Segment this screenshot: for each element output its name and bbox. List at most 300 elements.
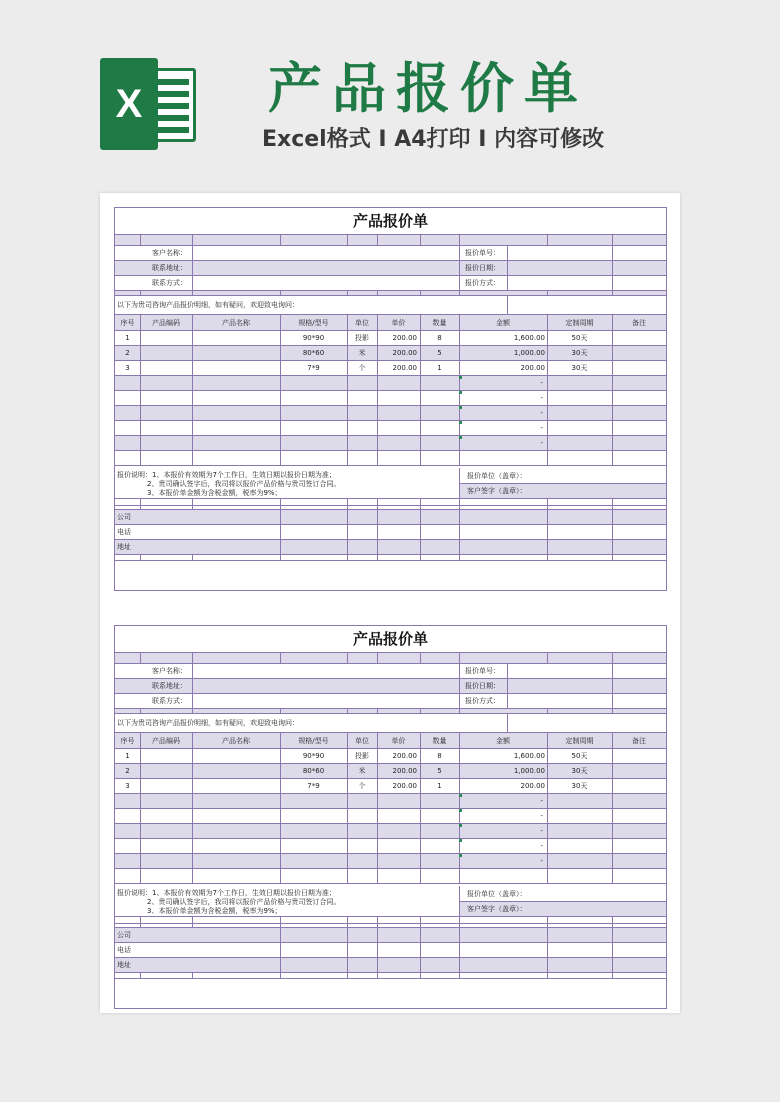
item-no: 3 — [125, 782, 130, 790]
table-row-empty — [115, 824, 666, 839]
grid-line — [459, 709, 460, 713]
table-row — [115, 764, 666, 779]
column-header: 单位 — [355, 318, 369, 327]
customer-name-row — [115, 664, 666, 679]
grid-line — [420, 794, 421, 808]
item-no: 2 — [125, 767, 130, 775]
grid-line — [377, 924, 378, 927]
grid-line — [280, 709, 281, 713]
column-header: 数量 — [432, 318, 447, 327]
grid-line — [507, 664, 508, 678]
grid-line — [459, 958, 460, 972]
grid-line — [612, 376, 613, 390]
grid-line — [459, 499, 460, 505]
grid-line — [347, 376, 348, 390]
grid-line — [347, 917, 348, 923]
grid-line — [507, 679, 508, 693]
grid-line — [347, 506, 348, 509]
item-price: 200.00 — [392, 349, 417, 357]
item-no: 1 — [125, 334, 130, 342]
grid-line — [377, 794, 378, 808]
grid-line — [347, 924, 348, 927]
grid-line — [612, 924, 613, 927]
grid-line — [420, 653, 421, 663]
item-price: 200.00 — [392, 782, 417, 790]
grid-line — [377, 510, 378, 524]
grid-line — [459, 451, 460, 465]
quote-title: 产品报价单 — [115, 208, 666, 235]
item-price: 200.00 — [392, 767, 417, 775]
table-row-empty — [115, 809, 666, 824]
grid-line — [547, 406, 548, 420]
item-period: 50天 — [571, 334, 588, 342]
info-label: 报价日期： — [465, 682, 500, 690]
note-line: 3、本报价单金额为含税金额，税率为9%； — [147, 906, 282, 915]
grid-line — [377, 451, 378, 465]
grid-line — [347, 958, 348, 972]
grid-line — [140, 809, 141, 823]
item-qty: 8 — [437, 752, 442, 760]
grid-line — [140, 917, 141, 923]
grid-line — [280, 854, 281, 868]
grid-line — [612, 709, 613, 713]
grid-line — [192, 451, 193, 465]
grid-line — [347, 555, 348, 560]
grid-line — [612, 973, 613, 978]
grid-line — [140, 749, 141, 763]
grid-line — [192, 421, 193, 435]
grid-line — [192, 779, 193, 793]
info-label: 客户名称： — [152, 249, 187, 257]
customer-name-row — [115, 246, 666, 261]
grid-line — [420, 235, 421, 245]
grid-line — [280, 291, 281, 295]
grid-line — [347, 499, 348, 505]
grid-line — [140, 421, 141, 435]
grid-line — [192, 749, 193, 763]
grid-line — [420, 506, 421, 509]
info-label: 报价方式： — [465, 279, 500, 287]
grid-line — [612, 824, 613, 838]
table-row-empty — [115, 376, 666, 391]
grid-line — [192, 291, 193, 295]
table-row-empty — [115, 451, 666, 466]
grid-line — [140, 924, 141, 927]
grid-line — [377, 869, 378, 883]
grid-line — [547, 839, 548, 853]
item-qty: 5 — [437, 767, 442, 775]
grid-line — [140, 451, 141, 465]
item-period: 30天 — [571, 349, 588, 357]
table-row — [115, 749, 666, 764]
grid-line — [192, 973, 193, 978]
grid-line — [459, 679, 460, 693]
item-no: 1 — [125, 752, 130, 760]
grid-line — [547, 499, 548, 505]
grid-line — [347, 235, 348, 245]
table-row-empty — [115, 436, 666, 451]
grid-line — [377, 406, 378, 420]
customer-sign-label: 客户签字（盖章）： — [460, 902, 666, 916]
grid-line — [459, 291, 460, 295]
grid-line — [140, 555, 141, 560]
grid-line — [612, 451, 613, 465]
grid-line — [347, 839, 348, 853]
note-line: 3、本报价单金额为含税金额，税率为9%； — [147, 488, 282, 497]
grid-line — [377, 499, 378, 505]
company-row — [115, 510, 666, 525]
grid-line — [377, 291, 378, 295]
address-row — [115, 540, 666, 555]
grid-line — [612, 854, 613, 868]
grid-line — [192, 824, 193, 838]
grid-line — [140, 346, 141, 360]
grid-line — [420, 809, 421, 823]
grid-line — [507, 296, 508, 314]
item-period: 30天 — [571, 767, 588, 775]
column-header: 单位 — [355, 736, 369, 745]
grid-line — [192, 361, 193, 375]
grid-line — [459, 664, 460, 678]
table-row — [115, 361, 666, 376]
info-label: 报价单号： — [465, 667, 500, 675]
item-period: 30天 — [571, 364, 588, 372]
grid-line — [140, 869, 141, 883]
table-row-empty — [115, 406, 666, 421]
info-label: 联系地址： — [152, 682, 187, 690]
grid-line — [192, 436, 193, 450]
item-spec: 7*9 — [307, 782, 320, 790]
spacer-row — [115, 499, 666, 506]
grid-line — [459, 973, 460, 978]
grid-line — [140, 391, 141, 405]
grid-line — [420, 421, 421, 435]
customer-sign-label: 客户签字（盖章）： — [460, 484, 666, 498]
contact-address-row — [115, 261, 666, 276]
grid-line — [612, 869, 613, 883]
grid-line — [140, 764, 141, 778]
grid-line — [547, 376, 548, 390]
footer-label: 地址 — [117, 961, 131, 969]
grid-line — [377, 854, 378, 868]
grid-line — [377, 973, 378, 978]
empty-amount: - — [540, 409, 543, 417]
column-header: 备注 — [632, 318, 646, 327]
info-label: 报价单号： — [465, 249, 500, 257]
grid-line — [192, 764, 193, 778]
grid-line — [140, 839, 141, 853]
grid-line — [547, 510, 548, 524]
grid-line — [347, 809, 348, 823]
grid-line — [377, 824, 378, 838]
grid-line — [612, 679, 613, 693]
grid-line — [507, 714, 508, 732]
item-amount: 200.00 — [520, 782, 545, 790]
item-spec: 80*60 — [302, 349, 325, 357]
grid-line — [192, 917, 193, 923]
item-qty: 8 — [437, 334, 442, 342]
grid-line — [547, 869, 548, 883]
spacer-row — [115, 917, 666, 924]
column-header: 单价 — [391, 736, 406, 745]
grid-line — [612, 540, 613, 554]
contact-method-row — [115, 694, 666, 709]
grid-line — [280, 973, 281, 978]
empty-amount: - — [540, 394, 543, 402]
column-header: 金额 — [496, 318, 510, 327]
grid-line — [377, 525, 378, 539]
grid-line — [420, 854, 421, 868]
grid-line — [420, 525, 421, 539]
note-line: 2、贵司确认签字后，我司将以报价产品价格与贵司签订合同。 — [147, 479, 341, 488]
grid-line — [420, 406, 421, 420]
grid-line — [612, 406, 613, 420]
grid-line — [192, 499, 193, 505]
grid-line — [420, 436, 421, 450]
grid-line — [347, 391, 348, 405]
grid-line — [547, 824, 548, 838]
item-period: 50天 — [571, 752, 588, 760]
table-row-empty — [115, 794, 666, 809]
grid-line — [280, 376, 281, 390]
banner-title: 产品报价单 — [268, 57, 588, 120]
grid-line — [547, 235, 548, 245]
grid-line — [377, 555, 378, 560]
grid-line — [459, 653, 460, 663]
quote-title: 产品报价单 — [115, 626, 666, 653]
grid-line — [420, 943, 421, 957]
info-label: 联系方式： — [152, 697, 187, 705]
item-qty: 5 — [437, 349, 442, 357]
grid-line — [420, 391, 421, 405]
grid-line — [347, 653, 348, 663]
grid-line — [377, 653, 378, 663]
grid-line — [280, 794, 281, 808]
grid-line — [347, 943, 348, 957]
grid-line — [377, 809, 378, 823]
grid-line — [612, 291, 613, 295]
item-amount: 1,600.00 — [513, 334, 545, 342]
item-spec: 90*90 — [302, 334, 325, 342]
grid-line — [347, 824, 348, 838]
item-unit: 米 — [358, 349, 366, 357]
grid-line — [280, 824, 281, 838]
grid-line — [612, 499, 613, 505]
info-label: 联系方式： — [152, 279, 187, 287]
item-unit: 米 — [358, 767, 366, 775]
grid-line — [459, 540, 460, 554]
grid-line — [347, 406, 348, 420]
quote-sheet — [114, 625, 667, 1009]
column-header: 产品编码 — [152, 318, 180, 327]
table-row-empty — [115, 854, 666, 869]
grid-line — [280, 406, 281, 420]
grid-line — [612, 749, 613, 763]
grid-line — [507, 276, 508, 290]
grid-line — [612, 555, 613, 560]
grid-line — [547, 540, 548, 554]
item-period: 30天 — [571, 782, 588, 790]
grid-line — [280, 555, 281, 560]
grid-line — [192, 694, 193, 708]
grid-line — [140, 824, 141, 838]
info-label: 联系地址： — [152, 264, 187, 272]
grid-line — [192, 869, 193, 883]
grid-line — [280, 839, 281, 853]
company-row — [115, 928, 666, 943]
grid-line — [140, 794, 141, 808]
footer-label: 电话 — [117, 946, 131, 954]
empty-amount: - — [540, 379, 543, 387]
grid-line — [459, 943, 460, 957]
note-line: 报价说明：1、本报价有效期为7个工作日，生效日期以报价日期为准； — [117, 888, 336, 897]
column-header: 产品名称 — [222, 318, 250, 327]
grid-line — [507, 246, 508, 260]
grid-line — [377, 436, 378, 450]
table-row-empty — [115, 421, 666, 436]
grid-line — [547, 555, 548, 560]
spacer-row — [115, 653, 666, 664]
grid-line — [547, 506, 548, 509]
footer-label: 地址 — [117, 543, 131, 551]
grid-line — [459, 694, 460, 708]
column-header: 定制周期 — [565, 736, 594, 745]
quote-unit-label: 报价单位（盖章）： — [467, 471, 527, 480]
grid-line — [192, 506, 193, 509]
grid-line — [420, 451, 421, 465]
grid-line — [612, 235, 613, 245]
grid-line — [280, 525, 281, 539]
empty-amount: - — [540, 424, 543, 432]
grid-line — [192, 854, 193, 868]
column-header: 备注 — [632, 736, 646, 745]
column-header: 序号 — [120, 736, 135, 745]
grid-line — [140, 361, 141, 375]
grid-line — [547, 391, 548, 405]
banner — [0, 0, 780, 190]
grid-line — [612, 246, 613, 260]
grid-line — [347, 451, 348, 465]
grid-line — [347, 421, 348, 435]
grid-line — [459, 506, 460, 509]
grid-line — [192, 794, 193, 808]
grid-line — [459, 525, 460, 539]
spacer-row — [115, 973, 666, 979]
grid-line — [420, 824, 421, 838]
grid-line — [420, 928, 421, 942]
footer-label: 电话 — [117, 528, 131, 536]
grid-line — [420, 958, 421, 972]
info-label: 报价方式： — [465, 697, 500, 705]
grid-line — [420, 510, 421, 524]
grid-line — [547, 958, 548, 972]
item-amount: 1,600.00 — [513, 752, 545, 760]
grid-line — [280, 540, 281, 554]
column-header: 规格/型号 — [298, 318, 329, 327]
grid-line — [420, 973, 421, 978]
grid-line — [347, 869, 348, 883]
grid-line — [347, 436, 348, 450]
grid-line — [280, 451, 281, 465]
item-spec: 80*60 — [302, 767, 325, 775]
grid-line — [192, 555, 193, 560]
notes-block — [115, 468, 666, 499]
grid-line — [547, 973, 548, 978]
grid-line — [280, 809, 281, 823]
grid-line — [612, 779, 613, 793]
grid-line — [459, 917, 460, 923]
grid-line — [377, 917, 378, 923]
grid-line — [377, 943, 378, 957]
empty-amount: - — [540, 842, 543, 850]
item-price: 200.00 — [392, 334, 417, 342]
grid-line — [612, 510, 613, 524]
column-header: 定制周期 — [565, 318, 594, 327]
grid-line — [140, 331, 141, 345]
grid-line — [459, 510, 460, 524]
grid-line — [140, 779, 141, 793]
grid-line — [280, 917, 281, 923]
item-amount: 200.00 — [520, 364, 545, 372]
grid-line — [377, 235, 378, 245]
grid-line — [612, 794, 613, 808]
empty-amount: - — [540, 857, 543, 865]
grid-line — [420, 917, 421, 923]
grid-line — [377, 709, 378, 713]
item-amount: 1,000.00 — [513, 349, 545, 357]
grid-line — [377, 421, 378, 435]
grid-line — [612, 436, 613, 450]
excel-icon — [100, 58, 198, 150]
grid-line — [612, 276, 613, 290]
item-price: 200.00 — [392, 364, 417, 372]
item-no: 2 — [125, 349, 130, 357]
grid-line — [420, 291, 421, 295]
phone-row — [115, 525, 666, 540]
empty-amount: - — [540, 797, 543, 805]
excel-logo-letter: X — [100, 58, 158, 150]
grid-line — [140, 436, 141, 450]
grid-line — [192, 664, 193, 678]
grid-line — [612, 361, 613, 375]
grid-line — [377, 928, 378, 942]
grid-line — [377, 839, 378, 853]
grid-line — [547, 525, 548, 539]
grid-line — [347, 291, 348, 295]
grid-line — [420, 924, 421, 927]
info-label: 客户名称： — [152, 667, 187, 675]
grid-line — [459, 246, 460, 260]
grid-line — [140, 653, 141, 663]
grid-line — [347, 973, 348, 978]
grid-line — [612, 346, 613, 360]
grid-line — [612, 653, 613, 663]
grid-line — [612, 694, 613, 708]
grid-line — [192, 331, 193, 345]
grid-line — [459, 869, 460, 883]
table-header-row — [115, 733, 666, 749]
grid-line — [140, 973, 141, 978]
grid-line — [612, 917, 613, 923]
grid-line — [192, 346, 193, 360]
intro-text: 以下为贵司咨询产品报价明细，如有疑问，欢迎致电询问： — [117, 301, 299, 309]
grid-line — [612, 331, 613, 345]
item-spec: 90*90 — [302, 752, 325, 760]
item-unit: 个 — [358, 364, 366, 372]
grid-line — [192, 839, 193, 853]
grid-line — [192, 261, 193, 275]
grid-line — [547, 854, 548, 868]
